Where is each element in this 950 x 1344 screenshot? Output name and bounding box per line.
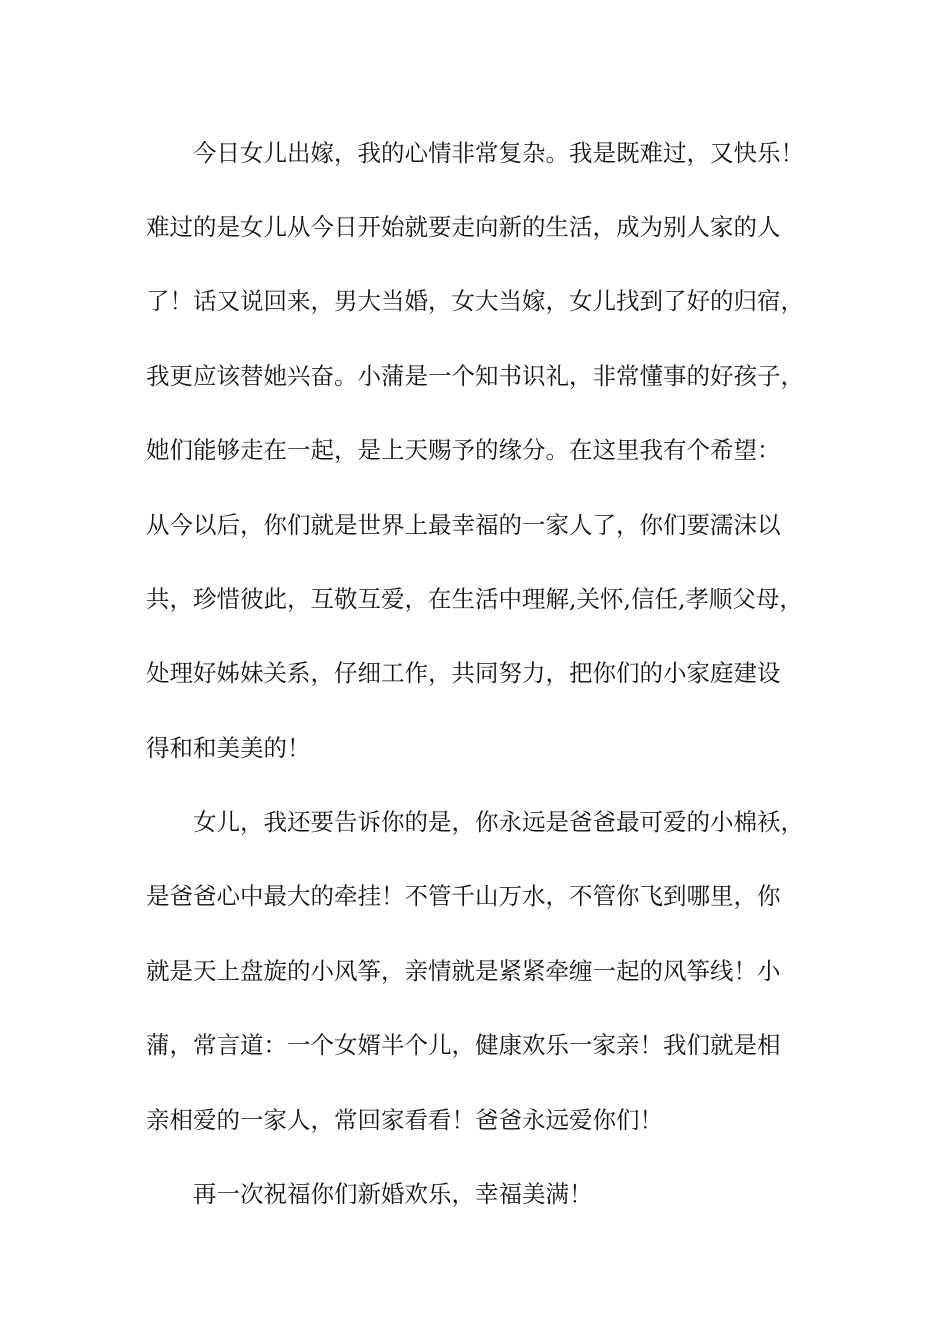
paragraph-1-line-7: 共，珍惜彼此，互敬互爱，在生活中理解,关怀,信任,孝顺父母， xyxy=(146,585,803,613)
paragraph-1-line-2: 难过的是女儿从今日开始就要走向新的生活，成为别人家的人 xyxy=(146,213,781,241)
paragraph-1-line-3: 了！话又说回来，男大当婚，女大当嫁，女儿找到了好的归宿， xyxy=(146,287,804,315)
paragraph-1-line-5: 她们能够走在一起，是上天赐予的缘分。在这里我有个希望： xyxy=(146,436,781,464)
paragraph-1-line-4: 我更应该替她兴奋。小蒲是一个知书识礼，非常懂事的好孩子， xyxy=(146,362,804,390)
paragraph-2-line-3: 就是天上盘旋的小风筝，亲情就是紧紧牵缠一起的风筝线！小 xyxy=(146,957,781,985)
paragraph-2-line-4: 蒲，常言道：一个女婿半个儿，健康欢乐一家亲！我们就是相 xyxy=(146,1031,781,1059)
paragraph-1-line-9: 得和和美美的！ xyxy=(146,734,311,762)
paragraph-1-line-8: 处理好姊妹关系，仔细工作，共同努力，把你们的小家庭建设 xyxy=(146,659,781,687)
paragraph-2-line-5: 亲相爱的一家人，常回家看看！爸爸永远爱你们！ xyxy=(146,1106,663,1134)
paragraph-2-line-2: 是爸爸心中最大的牵挂！不管千山万水，不管你飞到哪里，你 xyxy=(146,882,781,910)
paragraph-3-line-1: 再一次祝福你们新婚欢乐，幸福美满！ xyxy=(193,1180,593,1208)
paragraph-1-line-6: 从今以后，你们就是世界上最幸福的一家人了，你们要濡沫以 xyxy=(146,511,781,539)
paragraph-2-line-1: 女儿，我还要告诉你的是，你永远是爸爸最可爱的小棉袄， xyxy=(193,808,804,836)
paragraph-1-line-1: 今日女儿出嫁，我的心情非常复杂。我是既难过，又快乐！ xyxy=(193,139,804,167)
